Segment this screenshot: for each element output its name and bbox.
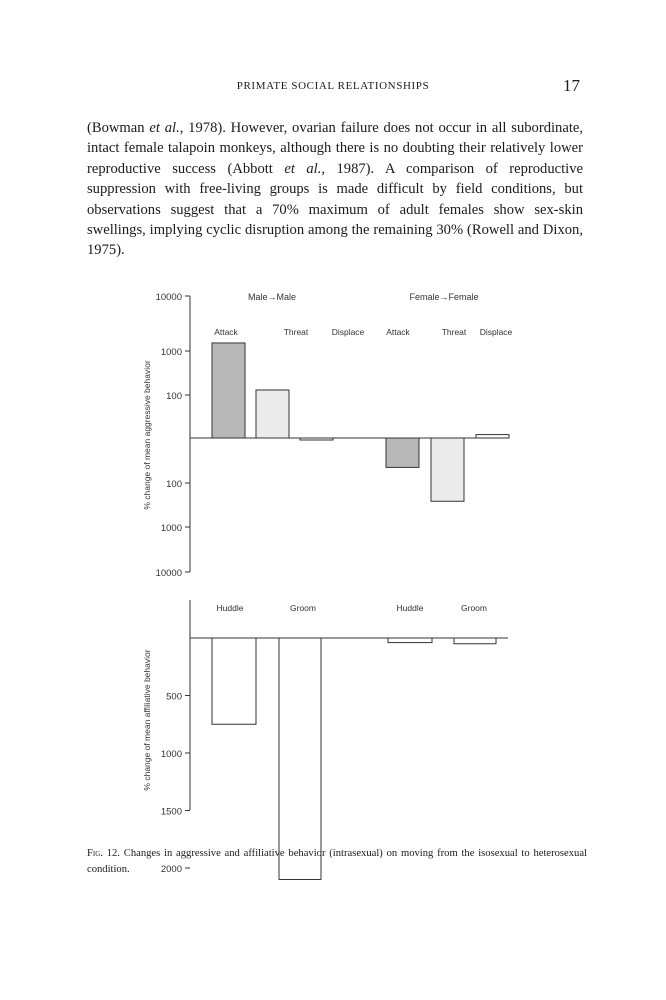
running-title: PRIMATE SOCIAL RELATIONSHIPS xyxy=(236,80,430,92)
aff-category-label: Groom xyxy=(290,603,316,613)
aggr-bar xyxy=(431,438,464,501)
aggr-y-tick-label: 100 xyxy=(166,391,182,402)
aggr-group-title: Female→Female xyxy=(409,292,479,302)
aff-bar xyxy=(388,638,432,643)
aff-y-tick-label: 500 xyxy=(166,691,182,703)
aggr-bar xyxy=(476,435,509,438)
aff-y-tick-label: 1000 xyxy=(160,749,182,760)
aggr-category-label: Displace xyxy=(331,327,365,337)
figure-caption xyxy=(87,846,587,877)
aggr-bar xyxy=(300,438,333,440)
page-number: 17 xyxy=(563,76,580,95)
aff-y-tick-label: 1500 xyxy=(160,806,182,818)
running-head xyxy=(0,76,666,96)
aggr-category-label: Threat xyxy=(441,327,467,337)
paragraph-text-3: , 1987). A comparison of reproductive suppression with free-living groups is made difficult by field conditions, but observations suggest that a 70% maximum of adult females show sex-skin swellings, implying cyclic disruption among the remaining 30% (Rowell and Dixon, 1975). xyxy=(87,160,583,259)
paragraph-text-1: (Bowman xyxy=(87,120,150,136)
paragraph-text-2: , 1978). However, ovarian failure does not occur in all subordinate, intact female talapoin monkeys, although there is no doubting their relatively lower reproductive success (Abbott xyxy=(87,120,583,177)
aggr-category-label: Attack xyxy=(214,327,238,337)
aff-y-axis-label: % change of mean affiliative behavior xyxy=(142,649,152,791)
aggr-category-label: Attack xyxy=(386,327,410,337)
aggr-bar xyxy=(212,343,245,438)
paragraph-italic-1: et al. xyxy=(149,120,180,136)
aggr-y-tick-label: 10000 xyxy=(155,568,182,579)
aff-category-label: Huddle xyxy=(396,603,424,613)
caption-text: Changes in aggressive and affiliative behavior (intrasexual) on moving from the isosexual to heterosexual condition. xyxy=(87,848,587,875)
aggr-y-tick-label: 10000 xyxy=(155,292,182,303)
aff-y-tick-label: 2000 xyxy=(160,864,182,875)
aff-bar xyxy=(279,638,321,880)
aff-category-label: Groom xyxy=(461,603,487,613)
aggr-bar xyxy=(386,438,419,467)
aff-bar xyxy=(212,638,256,724)
aff-category-label: Huddle xyxy=(216,603,244,613)
aggr-group-title: Male→Male xyxy=(247,292,297,302)
aff-bar xyxy=(454,638,496,644)
aggr-bar xyxy=(256,390,289,438)
aggr-category-label: Threat xyxy=(283,327,309,337)
aggr-y-tick-label: 1000 xyxy=(160,347,182,358)
caption-label: Fig. 12. xyxy=(87,848,120,859)
aggr-category-label: Displace xyxy=(479,327,513,337)
paragraph-italic-2: et al. xyxy=(284,160,322,177)
body-paragraph xyxy=(87,118,583,261)
labels-layer xyxy=(142,292,513,875)
aggr-y-axis-label: % change of mean aggressive behavior xyxy=(142,360,152,510)
aggr-y-tick-label: 1000 xyxy=(160,523,182,534)
aggr-y-tick-label: 100 xyxy=(166,479,182,490)
